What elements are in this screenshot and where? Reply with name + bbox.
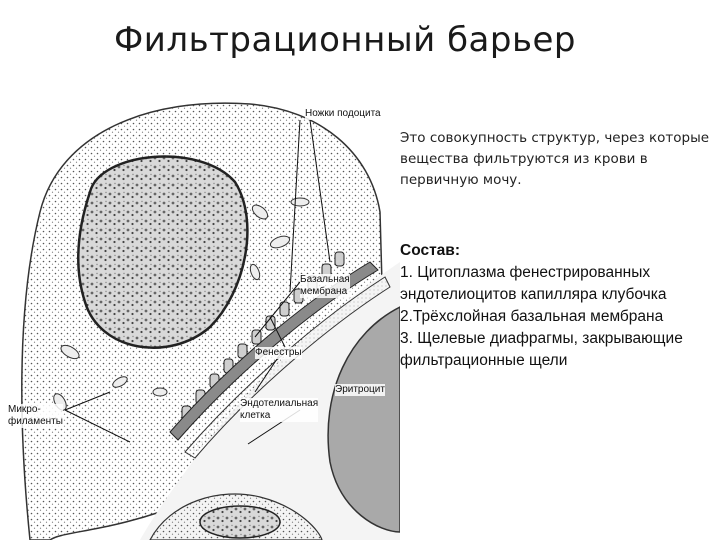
composition-heading: Состав:: [400, 242, 460, 259]
composition-item-3: 3. Щелевые диафрагмы, закрывающие фильтрационные щели: [400, 330, 683, 369]
label-podocyte-feet: Ножки подоцита: [305, 108, 381, 119]
label-basal-membrane: Базальная мембрана: [300, 274, 350, 297]
composition-item-1: 1. Цитоплазма фенестрированных эндотелиоцитов капилляра клубочка: [400, 264, 667, 303]
label-microfilaments: Микро- филаменты: [8, 404, 63, 427]
label-erythrocyte: Эритроцит: [335, 384, 385, 395]
slide-title: Фильтрационный барьер: [113, 20, 577, 60]
composition-list: [400, 240, 718, 372]
composition-item-2: 2.Трёхслойная базальная мембрана: [400, 308, 664, 325]
label-endothelial-cell: Эндотелиальная клетка: [240, 398, 319, 421]
micrograph-drawing: [0, 92, 400, 540]
label-fenestrae: Фенестры: [255, 347, 302, 358]
definition-text: Это совокупность структур, через которые вещества фильтруются из крови в первичную мочу.: [400, 130, 710, 188]
filtration-barrier-micrograph: [0, 92, 400, 540]
